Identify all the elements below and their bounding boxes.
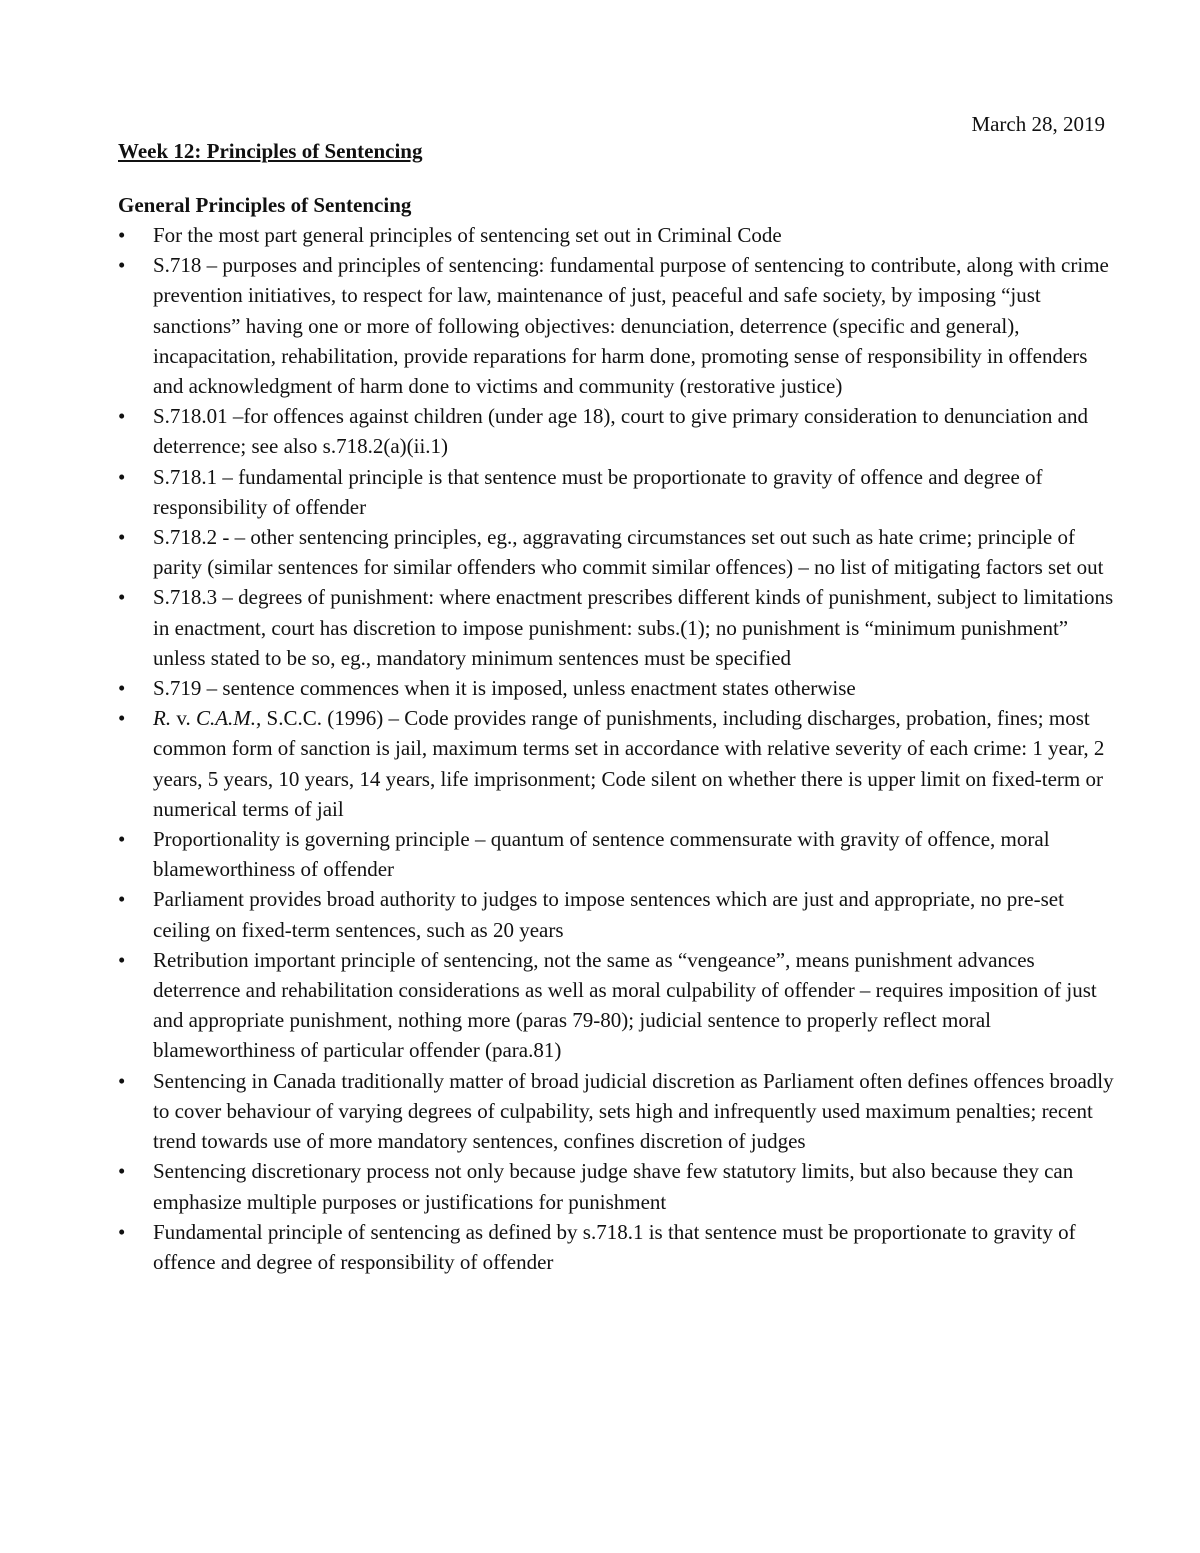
bullet-icon: • [118, 887, 126, 912]
list-item [118, 462, 1118, 522]
list-item [118, 884, 1118, 944]
bullet-icon: • [118, 1159, 126, 1184]
bullet-icon: • [118, 706, 126, 731]
list-item [118, 522, 1118, 582]
document-body [118, 136, 1118, 1277]
list-item-text: For the most part general principles of sentencing set out in Criminal Code [153, 223, 782, 247]
list-item [118, 824, 1118, 884]
list-item-text: Sentencing in Canada traditionally matter of broad judicial discretion as Parliament often defines offences broadly to cover behaviour of varying degrees of culpability, sets high and infrequently used maximum penalties; recent trend towards use of more mandatory sentences, confines discretion of judges [153, 1068, 1114, 1154]
bullet-icon: • [118, 253, 126, 278]
bullet-icon: • [118, 525, 126, 550]
document-date: March 28, 2019 [971, 112, 1105, 136]
list-item-text: Sentencing discretionary process not only because judge shave few statutory limits, but also because they can emphasize multiple purposes or justifications for punishment [153, 1159, 1074, 1214]
case-description: S.C.C. (1996) – Code provides range of punishments, including discharges, probation, fines; most common form of sanction is jail, maximum terms set in accordance with relative severity of each crime: 1 year, 2 years, 5 years, 10 years, 14 years, life imprisonment; Code silent on whether there is upper limit on fixed-term or numerical terms of jail [153, 706, 1105, 821]
list-item-text: S.718 – purposes and principles of sentencing: fundamental purpose of sentencing to contribute, along with crime prevention initiatives, to respect for law, maintenance of just, peaceful and safe society, by imposing “just sanctions” having one or more of following objectives: denunciation, deterrence (specific and general), incapacitation, rehabilitation, provide reparations for harm done, promoting sense of responsibility in offenders and acknowledgment of harm done to victims and community (restorative justice) [153, 253, 1109, 399]
bullet-list [118, 220, 1118, 1277]
list-item [118, 1217, 1118, 1277]
list-item [118, 220, 1118, 250]
list-item-text: S.718.1 – fundamental principle is that sentence must be proportionate to gravity of offence and degree of responsibility of offender [153, 464, 1043, 519]
bullet-icon: • [118, 223, 126, 247]
case-party-r: R. [153, 706, 172, 731]
bullet-icon: • [118, 827, 126, 852]
list-item [118, 673, 1118, 703]
list-item-text: Proportionality is governing principle – quantum of sentence commensurate with gravity of offence, moral blameworthiness of offender [153, 827, 1050, 882]
list-item-text: S.718.3 – degrees of punishment: where enactment prescribes different kinds of punishment, subject to limitations in enactment, court has discretion to impose punishment: subs.(1); no punishment is “minimum punishment” unless stated to be so, eg., mandatory minimum sentences must be specified [153, 585, 1114, 670]
list-item-text: S.718.01 –for offences against children (under age 18), court to give primary consideration to denunciation and deterrence; see also s.718.2(a)(ii.1) [153, 404, 1089, 459]
bullet-icon: • [118, 464, 126, 489]
list-item-text: Retribution important principle of sentencing, not the same as “vengeance”, means punishment advances deterrence and rehabilitation considerations as well as moral culpability of offender – requires imposition of just and appropriate punishment, nothing more (paras 79-80); judicial sentence to properly reflect moral blameworthiness of particular offender (para.81) [153, 947, 1097, 1063]
bullet-icon: • [118, 585, 126, 610]
case-versus: v. [171, 706, 196, 731]
list-item [118, 945, 1118, 1066]
list-item [118, 582, 1118, 673]
bullet-icon: • [118, 1068, 126, 1093]
bullet-icon: • [118, 1219, 126, 1244]
bullet-icon: • [118, 947, 126, 972]
list-item-text: S.719 – sentence commences when it is imposed, unless enactment states otherwise [153, 676, 856, 701]
case-name: C.A.M., [195, 706, 262, 731]
page-title: Week 12: Principles of Sentencing [118, 139, 423, 163]
section-heading: General Principles of Sentencing [118, 193, 412, 217]
list-item-text: Fundamental principle of sentencing as defined by s.718.1 is that sentence must be proportionate to gravity of offence and degree of responsibility of offender [153, 1219, 1076, 1274]
list-item [118, 1066, 1118, 1157]
bullet-icon: • [118, 404, 126, 429]
list-item-case [118, 703, 1118, 824]
bullet-icon: • [118, 676, 126, 701]
list-item-text: S.718.2 - – other sentencing principles, eg., aggravating circumstances set out such as hate crime; principle of parity (similar sentences for similar offenders who commit similar offences) – no list of mitigating factors set out [153, 525, 1104, 580]
list-item-text: Parliament provides broad authority to judges to impose sentences which are just and appropriate, no pre-set ceiling on fixed-term sentences, such as 20 years [153, 887, 1064, 942]
spacer [118, 166, 1118, 190]
list-item [118, 1156, 1118, 1216]
list-item [118, 401, 1118, 461]
list-item [118, 250, 1118, 401]
